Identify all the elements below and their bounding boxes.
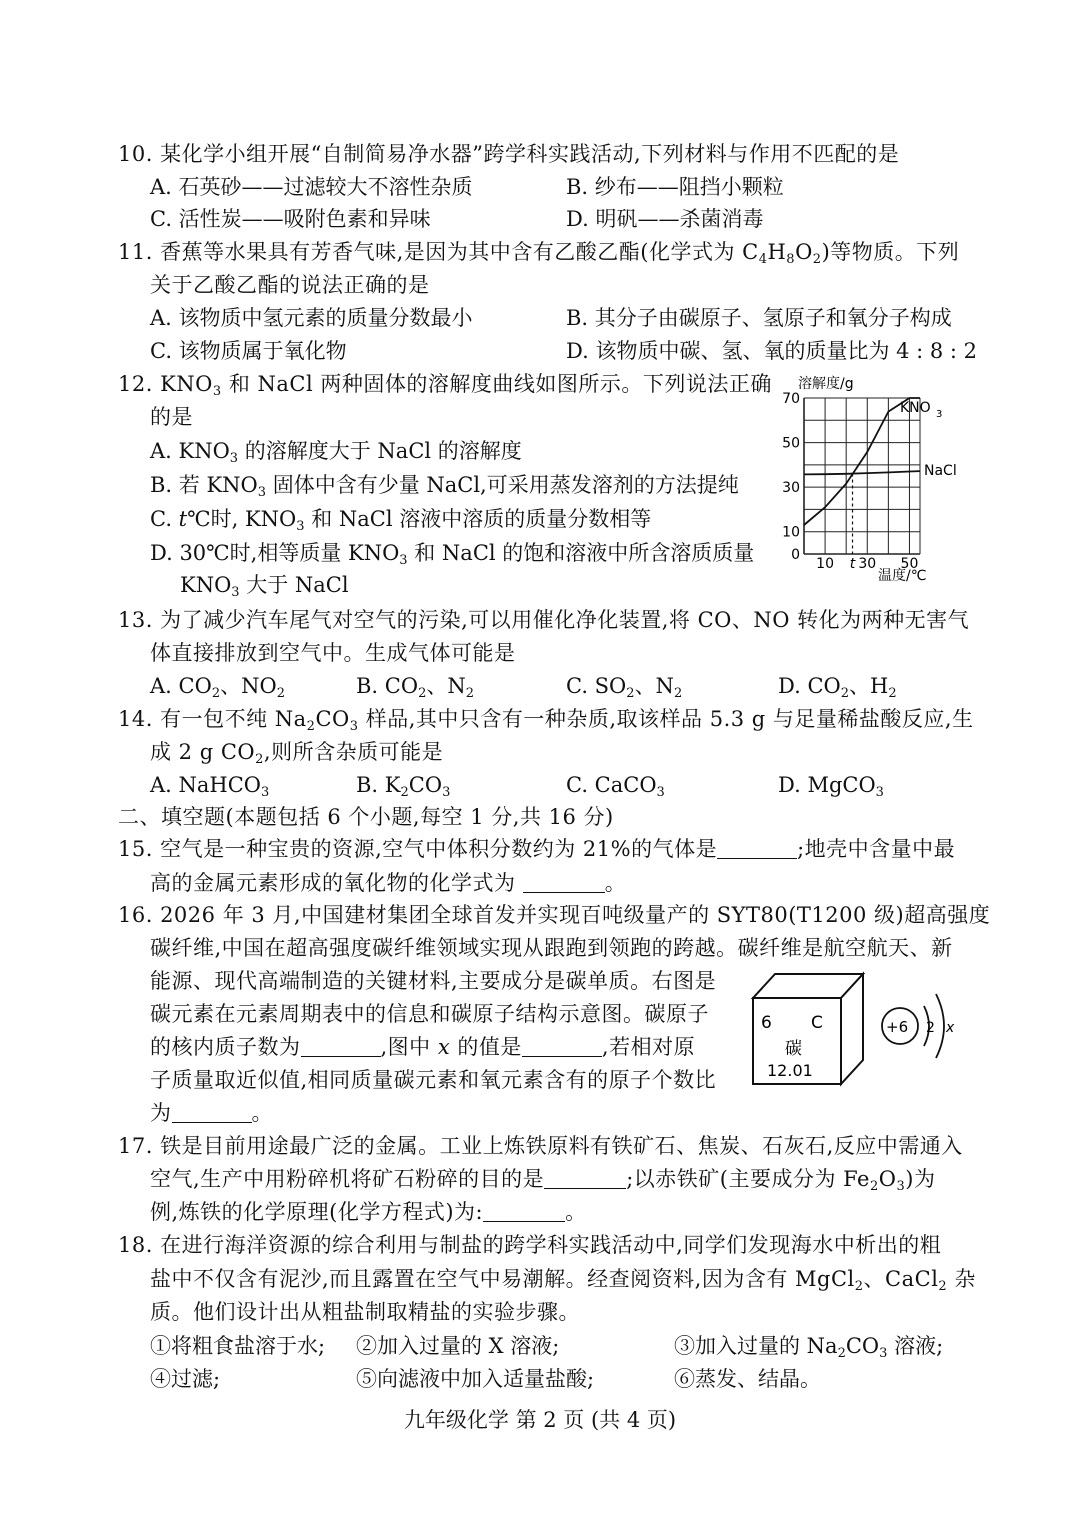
q16-line1: 16. 2026 年 3 月,中国建材集团全球首发并实现百吨级量产的 SYT80(T1200 级)超高强度 [118, 903, 991, 927]
q14-stem-line1: 14. 有一包不纯 $Na_2CO_3$ 样品,其中只含有一种杂质,取该样品 5.3 g 与足量稀盐酸反应,生 [118, 707, 974, 734]
q18-step-3: ③加入过量的 $Na_2CO_3$ 溶液; [674, 1334, 944, 1361]
q13-option-c: C. $SO_2$、$N_2$ [566, 674, 683, 701]
q12-stem-line1: 12. $KNO_3$ 和 NaCl 两种固体的溶解度曲线如图所示。下列说法正确 [118, 372, 772, 399]
q10-option-b: B. 纱布——阻挡小颗粒 [566, 175, 784, 199]
y-axis-label: 溶解度/g [798, 376, 854, 392]
q17-blank-2[interactable] [483, 1199, 565, 1222]
q18-line1: 18. 在进行海洋资源的综合利用与制盐的跨学科实践活动中,同学们发现海水中析出的粗 [118, 1233, 942, 1257]
q14-option-c: C. CaCO$_3$ [566, 773, 665, 800]
nucleus-charge: +6 [886, 1018, 909, 1036]
q11-option-a: A. 该物质中氢元素的质量分数最小 [150, 306, 473, 330]
x-tick-label: 30 [858, 556, 877, 572]
q18-step-5: ⑤向滤液中加入适量盐酸; [356, 1367, 595, 1391]
q16-line7: 为 。 [150, 1101, 273, 1125]
series-label-kno3: KNO [900, 400, 931, 416]
q18-line2: 盐中不仅含有泥沙,而且露置在空气中易潮解。经查阅资料,因为含有 MgCl$_2$、CaCl$_2$ 杂 [150, 1267, 976, 1294]
shell2-electrons: x [946, 1020, 955, 1036]
q13-option-d: D. $CO_2$、$H_2$ [778, 674, 897, 701]
q12-option-d-line1: D. 30℃时,相等质量 $KNO_3$ 和 NaCl 的饱和溶液中所含溶质质量 [150, 541, 755, 568]
q18-step-2: ②加入过量的 X 溶液; [356, 1334, 560, 1358]
y-tick-label: 30 [782, 480, 800, 497]
page-footer: 九年级化学 第 2 页 (共 4 页) [403, 1408, 677, 1432]
q16-blank-1[interactable] [301, 1034, 381, 1057]
q15-blank-1[interactable] [717, 836, 797, 859]
q15-blank-2[interactable] [523, 870, 605, 893]
q12-option-d-line2: $KNO_3$ 大于 NaCl [180, 573, 349, 600]
element-symbol: C [811, 1013, 823, 1033]
series-label-kno3-sub: 3 [936, 409, 943, 420]
q16-blank-3[interactable] [172, 1100, 252, 1123]
series-label-nacl: NaCl [924, 463, 957, 480]
electron-shell-2 [936, 994, 944, 1058]
section-title: 二、填空题(本题包括 6 个小题,每空 1 分,共 16 分) [118, 805, 614, 829]
q10-stem: 10. 某化学小组开展“自制简易净水器”跨学科实践活动,下列材料与作用不匹配的是 [118, 142, 900, 166]
q17-blank-1[interactable] [544, 1166, 626, 1189]
curve-nacl [804, 471, 920, 474]
element-number: 6 [761, 1013, 772, 1033]
q15-line1: 15. 空气是一种宝贵的资源,空气中体积分数约为 21%的气体是 ;地壳中含量中最 [118, 837, 956, 861]
q14-option-b: B. $K_2CO_3$ [356, 773, 451, 800]
q18-step-4: ④过滤; [150, 1367, 221, 1391]
q16-line6: 子质量取近似值,相同质量碳元素和氧元素含有的原子个数比 [150, 1068, 717, 1092]
q11-option-c: C. 该物质属于氧化物 [150, 339, 347, 363]
q16-line3: 能源、现代高端制造的关键材料,主要成分是碳单质。右图是 [150, 969, 717, 993]
element-name: 碳 [785, 1039, 802, 1059]
q12-option-a: A. $KNO_3$ 的溶解度大于 NaCl 的溶解度 [150, 439, 522, 466]
x-tick-label: 50 [900, 556, 919, 572]
q13-option-b: B. $CO_2$、$N_2$ [356, 674, 475, 701]
q14-stem-line2: 成 2 g $CO_2$,则所含杂质可能是 [150, 740, 444, 767]
q14-option-a: A. NaHCO$_3$ [150, 773, 270, 800]
q17-line1: 17. 铁是目前用途最广泛的金属。工业上炼铁原料有铁矿石、焦炭、石灰石,反应中需通入 [118, 1134, 963, 1158]
q13-option-a: A. $CO_2$、$NO_2$ [150, 674, 285, 701]
y-tick-label: 70 [782, 391, 800, 407]
y-tick-label: 0 [791, 547, 800, 563]
q15-line2: 高的金属元素形成的氧化物的化学式为 。 [150, 871, 627, 895]
q11-stem-line1: 11. 香蕉等水果具有芳香气味,是因为其中含有乙酸乙酯(化学式为 $C_4H_8O_2$)等物质。下列 [118, 240, 960, 267]
q10-option-d: D. 明矾——杀菌消毒 [566, 207, 764, 231]
q12-option-b: B. 若 $KNO_3$ 固体中含有少量 NaCl,可采用蒸发溶剂的方法提纯 [150, 473, 739, 500]
q16-line2: 碳纤维,中国在超高强度碳纤维领域实现从跟跑到领跑的跨越。碳纤维是航空航天、新 [150, 936, 953, 960]
y-tick-label: 10 [782, 524, 800, 541]
q17-line3: 例,炼铁的化学原理(化学方程式)为: 。 [150, 1200, 587, 1224]
x-tick-label: t [849, 556, 856, 572]
y-tick-label: 50 [782, 435, 800, 452]
q10-option-c: C. 活性炭——吸附色素和异味 [150, 207, 431, 231]
shell1-electrons: 2 [926, 1020, 935, 1036]
solubility-chart [760, 370, 980, 590]
q16-line5: 的核内质子数为 ,图中 x 的值是 ,若相对原 [150, 1035, 696, 1059]
q11-stem-line2: 关于乙酸乙酯的说法正确的是 [150, 273, 430, 297]
q14-option-d: D. MgCO$_3$ [778, 773, 884, 800]
curve-kno3 [804, 398, 920, 525]
q18-step-1: ①将粗食盐溶于水; [150, 1334, 326, 1358]
x-tick-label: 10 [816, 556, 835, 572]
q10-option-a: A. 石英砂——过滤较大不溶性杂质 [150, 175, 473, 199]
element-cell-figure [745, 968, 875, 1088]
q12-option-c: C. t℃时, $KNO_3$ 和 NaCl 溶液中溶质的质量分数相等 [150, 507, 652, 534]
q17-line2: 空气,生产中用粉碎机将矿石粉碎的目的是 ;以赤铁矿(主要成分为 $Fe_2O_3$)为 [150, 1167, 936, 1194]
x-axis-label: 温度/℃ [878, 568, 927, 584]
q11-option-b: B. 其分子由碳原子、氢原子和氧分子构成 [566, 306, 952, 330]
q16-blank-2[interactable] [522, 1034, 602, 1057]
q11-option-d: D. 该物质中碳、氢、氧的质量比为 4 : 8 : 2 [566, 339, 978, 363]
atom-structure-diagram [872, 978, 972, 1078]
element-mass: 12.01 [767, 1061, 813, 1080]
q13-stem-line2: 体直接排放到空气中。生成气体可能是 [150, 641, 516, 665]
q18-step-6: ⑥蒸发、结晶。 [674, 1367, 821, 1391]
q12-stem-line2: 的是 [150, 405, 193, 429]
q16-line4: 碳元素在元素周期表中的信息和碳原子结构示意图。碳原子 [150, 1002, 709, 1026]
q18-line3: 质。他们设计出从粗盐制取精盐的实验步骤。 [150, 1300, 580, 1324]
q13-stem-line1: 13. 为了减少汽车尾气对空气的污染,可以用催化净化装置,将 CO、NO 转化为两种无害气 [118, 608, 970, 632]
